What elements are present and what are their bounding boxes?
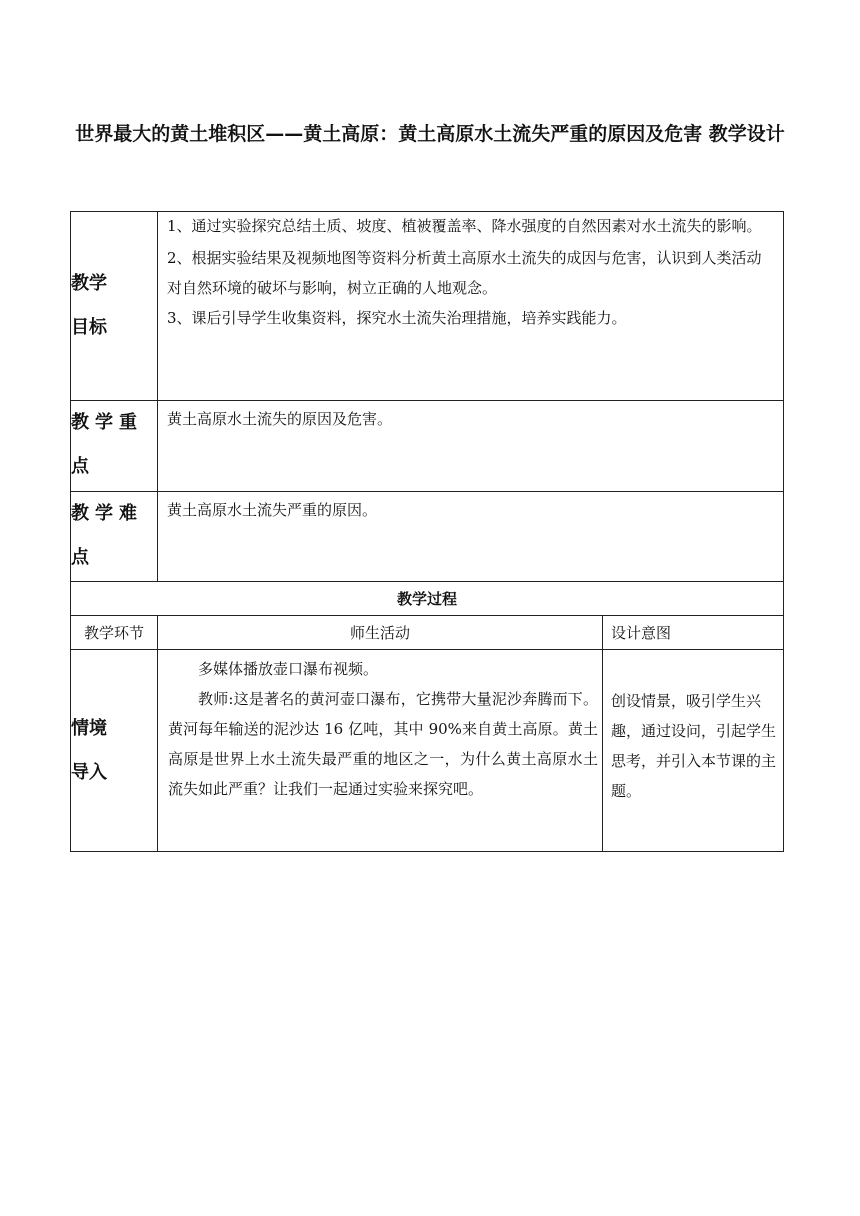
objectives-label-line2: 目标	[71, 317, 107, 338]
stage-activities	[158, 650, 603, 852]
process-heading-row	[71, 582, 784, 616]
stage-label-line2: 导入	[71, 761, 107, 783]
objectives-label-line1: 教学	[71, 273, 107, 294]
stage-label	[71, 650, 158, 852]
key-points-label	[71, 401, 158, 492]
document-title: 世界最大的黄土堆积区——黄土高原：黄土高原水土流失严重的原因及危害 教学设计	[75, 123, 785, 145]
key-points-content	[158, 401, 784, 492]
key-points-label-line2: 点	[71, 456, 95, 477]
objectives-label	[71, 212, 158, 401]
activity-item-2: 教师:这是著名的黄河壶口瀑布，它携带大量泥沙奔腾而下。黄河每年输送的泥沙达 16 亿吨，其中 90%来自黄土高原。黄土高原是世界上水土流失最严重的地区之一，为什么黄土高原水土流失如此严重？让我们一起通过实验来探究吧。	[168, 690, 598, 798]
objectives-content	[158, 212, 784, 401]
process-heading: 教学过程	[71, 582, 784, 616]
objective-item-1: 1、通过实验探究总结土质、坡度、植被覆盖率、降水强度的自然因素对水土流失的影响。	[167, 217, 762, 235]
stage-label-line1: 情境	[71, 717, 107, 739]
stage-intent: 创设情景，吸引学生兴趣，通过设问，引起学生思考，并引入本节课的主题。	[603, 650, 784, 852]
key-points-label-line1: 教学重	[71, 412, 143, 433]
column-header-intent: 设计意图	[603, 616, 784, 650]
activity-item-1: 多媒体播放壶口瀑布视频。	[198, 660, 379, 678]
objective-item-3: 3、课后引导学生收集资料，探究水土流失治理措施，培养实践能力。	[167, 309, 627, 327]
lesson-plan-table	[70, 211, 784, 852]
stage-row	[71, 650, 784, 852]
difficulties-text: 黄土高原水土流失严重的原因。	[167, 501, 378, 519]
column-header-stage: 教学环节	[71, 616, 158, 650]
key-points-row	[71, 401, 784, 492]
difficulties-label-line2: 点	[71, 547, 95, 568]
objective-item-2: 2、根据实验结果及视频地图等资料分析黄土高原水土流失的成因与危害，认识到人类活动对自然环境的破坏与影响，树立正确的人地观念。	[167, 249, 762, 297]
key-points-text: 黄土高原水土流失的原因及危害。	[167, 410, 393, 428]
process-column-headers	[71, 616, 784, 650]
objectives-row	[71, 212, 784, 401]
difficulties-row	[71, 492, 784, 582]
difficulties-label	[71, 492, 158, 582]
difficulties-label-line1: 教学难	[71, 503, 143, 524]
column-header-activity: 师生活动	[158, 616, 603, 650]
difficulties-content	[158, 492, 784, 582]
